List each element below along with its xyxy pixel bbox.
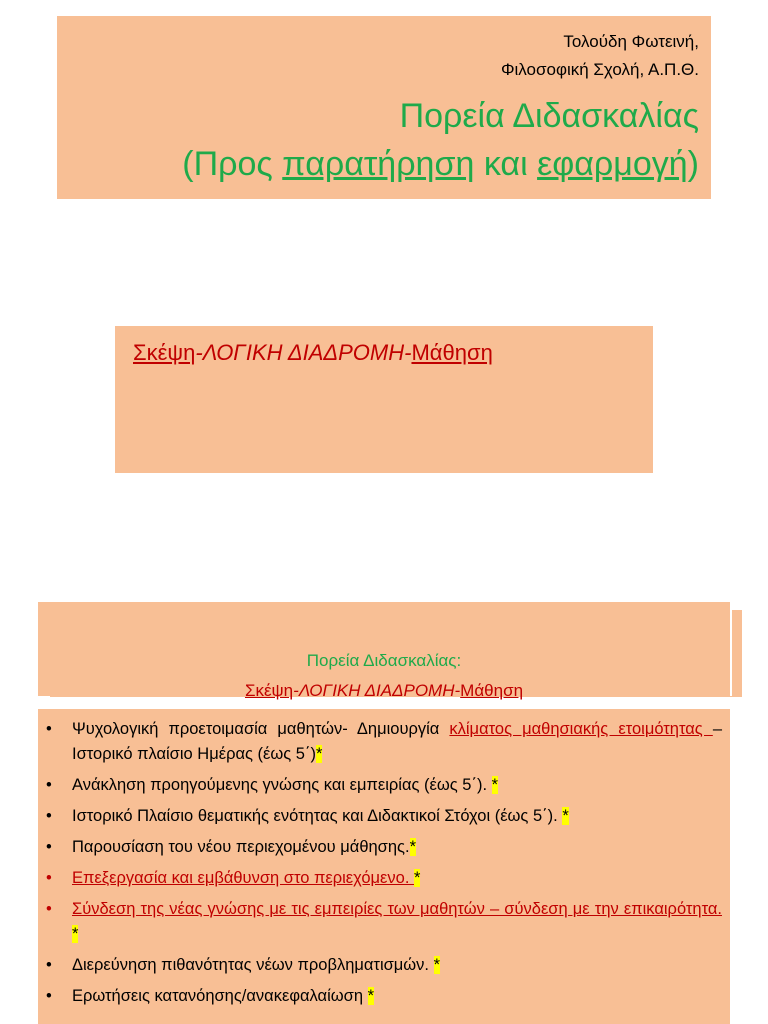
step-text: Σύνδεση της νέας γνώσης με τις εμπειρίες των μαθητών – σύνδεση με την επικαιρότητα. [72,900,722,918]
bullet-icon: • [46,900,52,918]
subtitle-and: και [474,145,538,183]
page-title: Πορεία Διδασκαλίας [399,97,699,135]
step-text: Διερεύνηση πιθανότητας νέων προβληματισμών. [72,956,434,974]
step-text: Ερωτήσεις κατανόησης/ανακεφαλαίωση [72,987,368,1005]
bullet-icon: • [46,776,52,794]
list-item [38,984,730,1009]
section-logical-path: ΛΟΓΙΚΗ ΔΙΑΔΡΟΜΗ [298,681,455,700]
steps-list [38,717,730,1015]
section-dash-2: - [454,681,461,700]
star-marker: * [367,987,375,1005]
list-item [38,953,730,978]
step-text: Ψυχολογική προετοιμασία μαθητών- Δημιουργία [72,720,450,738]
star-marker: * [315,745,323,763]
step-text: Επεξεργασία και εμβάθυνση στο περιεχόμενο. [72,869,414,887]
section-title: Πορεία Διδασκαλίας: [306,651,462,670]
author-name: Τολούδη Φωτεινή, [563,32,699,51]
header-box [57,16,711,199]
section-dash-1: - [293,681,299,700]
bullet-icon: • [46,720,52,738]
bullet-icon: • [46,838,52,856]
flow-thought: Σκέψη [133,340,196,365]
flow-learning: Μάθηση [411,340,493,365]
bullet-icon: • [46,956,52,974]
bullet-icon: • [46,987,52,1005]
section-header-box [38,600,732,700]
author-affiliation: Φιλοσοφική Σχολή, Α.Π.Θ. [500,60,699,79]
step-text-tail: – Ιστορικό πλαίσιο Ημέρας (έως 5΄) [72,720,722,763]
flow-dash-2: - [404,340,412,365]
step-text: Ανάκληση προηγούμενης γνώσης και εμπειρίας (έως 5΄). [72,776,492,794]
subtitle-observation: παρατήρηση [282,145,475,183]
list-item [38,773,730,798]
flow-box [115,326,653,473]
star-marker: * [72,925,79,943]
flow-dash-1: - [195,340,203,365]
bullet-icon: • [46,869,52,887]
star-marker: * [562,807,569,825]
subtitle-close: ) [687,145,699,183]
list-item [38,835,730,860]
star-marker: * [409,838,416,856]
subtitle-application: εφαρμογή [537,145,688,183]
star-marker: * [433,956,441,974]
step-text: Ιστορικό Πλαίσιο θεματικής ενότητας και Διδακτικοί Στόχοι (έως 5΄). [72,807,563,825]
list-item [38,804,730,829]
section-learning: Μάθηση [460,681,524,700]
section-thought: Σκέψη [244,681,294,700]
list-item [38,866,730,891]
step-text: Παρουσίαση του νέου περιεχομένου μάθησης. [72,838,410,856]
flow-line [133,340,493,366]
bullet-icon: • [46,807,52,825]
section-subtitle [38,681,730,701]
list-item [38,717,730,767]
steps-box [38,709,730,1024]
step-link-text: κλίματος μαθησιακής ετοιμότητας [449,720,713,738]
list-item [38,897,730,947]
flow-logical-path: ΛΟΓΙΚΗ ΔΙΑΔΡΟΜΗ [202,340,405,365]
page-subtitle [182,142,699,186]
star-marker: * [414,869,421,887]
subtitle-open: (Προς [182,145,283,183]
star-marker: * [491,776,499,794]
